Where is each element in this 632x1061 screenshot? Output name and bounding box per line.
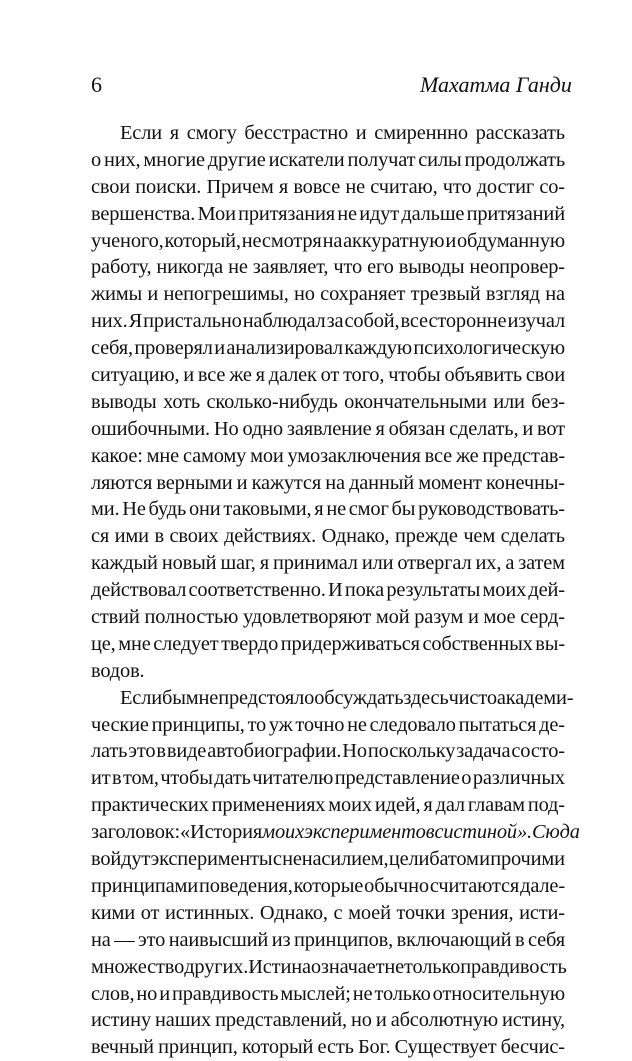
text-line: це, мне следует твердо придерживаться собственных вы- xyxy=(91,632,565,655)
text-line: ческие принципы, то уж точно не следовало пытаться де- xyxy=(91,713,565,736)
text-line: каждый новый шаг, я принимал или отвергал их, а затем xyxy=(91,552,565,575)
page-number: 6 xyxy=(91,72,102,97)
text-line: вечный принцип, который есть Бог. Существует бесчис- xyxy=(91,1036,565,1059)
text-line: какое: мне самому мои умозаключения все же представ- xyxy=(91,444,565,467)
text-line: о них, многие другие искатели получат силы продолжать xyxy=(91,148,565,171)
text-line: ученого, который, несмотря на аккуратную и обдуманную xyxy=(91,229,565,252)
text-line: принципами поведения, которые обычно считаются дале- xyxy=(91,874,565,897)
text-line: них. Я пристально наблюдал за собой, всесторонне изучал xyxy=(91,310,565,333)
text-line: себя, проверял и анализировал каждую психологическую xyxy=(91,337,565,360)
text-line: истину наших представлений, но и абсолютную истину, xyxy=(91,1009,565,1032)
text-line: слов, но и правдивость мыслей; не только относительную xyxy=(91,982,565,1005)
text-line: выводы хоть сколько-нибудь окончательными или без- xyxy=(91,390,565,413)
text-line: жимы и непогрешимы, но сохраняет трезвый взгляд на xyxy=(91,283,565,306)
text-line: ит в том, чтобы дать читателю представление о различных xyxy=(91,767,565,790)
text-line: ошибочными. Но одно заявление я обязан сделать, и вот xyxy=(91,417,565,440)
text-line: водов. xyxy=(91,659,145,682)
running-title: Махатма Ганди xyxy=(420,72,572,97)
text-line: ляются верными и кажутся на данный момент конечны- xyxy=(91,471,565,494)
text-line: множество других. Истина означает не только правдивость xyxy=(91,955,567,978)
body-text xyxy=(91,120,580,1061)
text-line: работу, никогда не заявляет, что его выводы неопровер- xyxy=(91,256,565,279)
text-line: на — это наивысший из принципов, включающий в себя xyxy=(91,928,565,951)
text-line: свои поиски. Причем я вовсе не считаю, что достиг со- xyxy=(91,175,565,198)
text-line: ствий полностью удовлетворяют мой разум и мое серд- xyxy=(91,606,565,629)
text-line: Если я смогу бесстрастно и смиреннно рассказать xyxy=(120,122,565,144)
text-line: практических применениях моих идей, я дал главам под- xyxy=(91,794,565,817)
text-line: заголовок: «История моих экспериментов с истиной». Сюда xyxy=(91,821,580,844)
text-line: войдут эксперименты с ненасилием, целибатом и прочими xyxy=(91,848,565,871)
text-line: вершенства. Мои притязания не идут дальше притязаний xyxy=(91,202,565,225)
text-line: Если бы мне предстояло обсуждать здесь чисто академи- xyxy=(120,686,574,709)
text-line: ми. Не будь они таковыми, я не смог бы руководствовать- xyxy=(91,498,565,521)
text-line: ситуацию, и все же я далек от того, чтобы объявить свои xyxy=(91,364,565,387)
text-line: ся ими в своих действиях. Однако, прежде чем сделать xyxy=(91,525,565,548)
text-line: действовал соответственно. И пока результаты моих дей- xyxy=(91,579,565,602)
text-line: кими от истинных. Однако, с моей точки зрения, исти- xyxy=(91,901,565,924)
text-line: лать это в виде автобиографии. Но поскольку задача состо- xyxy=(91,740,565,763)
